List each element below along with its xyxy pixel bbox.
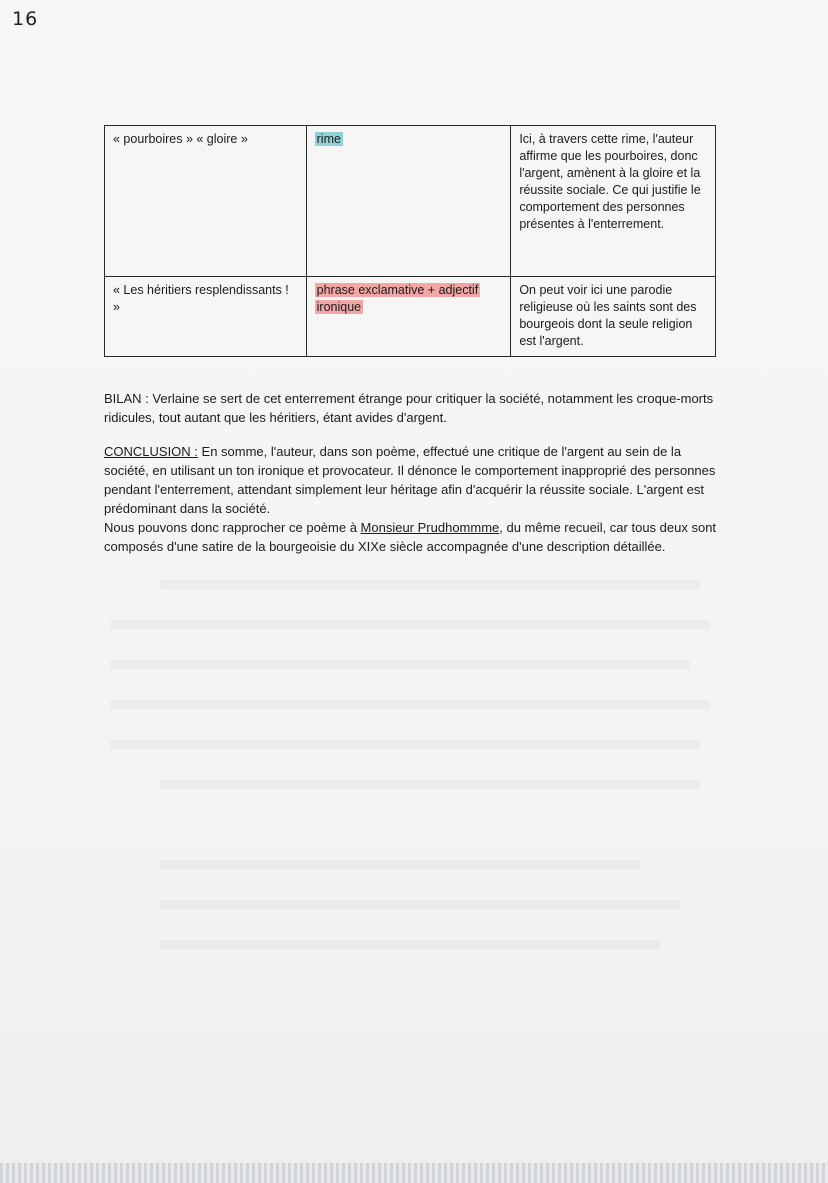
quote-cell: « pourboires » « gloire » (105, 126, 307, 277)
bilan-paragraph: BILAN : Verlaine se sert de cet enterrement étrange pour critiquer la société, notamment les croque-morts ridicules, tout autant que les héritiers, étant avides d'argent. (104, 391, 714, 425)
analysis-cell: Ici, à travers cette rime, l'auteur affirme que les pourboires, donc l'argent, amènent à la gloire et la réussite sociale. Ce qui justifie le comportement des personnes présentes à l'enterrement. (511, 126, 716, 277)
conclusion-label: CONCLUSION : (104, 444, 198, 459)
analysis-cell: On peut voir ici une parodie religieuse où les saints sont des bourgeois dont la seule religion est l'argent. (511, 277, 716, 357)
table-row (105, 277, 716, 357)
show-through-text (110, 740, 700, 749)
comparison-paragraph (104, 518, 718, 556)
table-row (105, 126, 716, 277)
device-cell (306, 126, 511, 277)
binder-edge (0, 1163, 828, 1183)
show-through-text (160, 900, 680, 909)
highlighted-device: rime (316, 132, 341, 146)
show-through-text (160, 860, 640, 869)
analysis-table (104, 125, 716, 357)
show-through-text (110, 620, 710, 629)
page-number: 16 (12, 8, 39, 30)
device-cell (306, 277, 511, 357)
comparison-text-end: , du même recueil, car tous deux sont composés d'une satire de la bourgeoisie du XIXe siècle accompagnée d'une description détaillée. (104, 520, 717, 554)
work-title: Monsieur Prudhommme (360, 520, 500, 535)
conclusion-section (104, 442, 718, 556)
show-through-text (160, 940, 660, 949)
show-through-text (160, 580, 700, 590)
quote-cell: « Les héritiers resplendissants ! » (105, 277, 307, 357)
show-through-text (110, 660, 690, 669)
conclusion-text: En somme, l'auteur, dans son poème, effectué une critique de l'argent au sein de la société, en utilisant un ton ironique et provocateur. Il dénonce le comportement inapproprié des personnes pendant l'enterrement, attendant simplement leur héritage afin d'acquérir la réussite sociale. L'argent est prédominant dans la société. (104, 444, 716, 516)
show-through-text (160, 780, 700, 789)
conclusion-paragraph (104, 442, 718, 518)
comparison-text-start: Nous pouvons donc rapprocher ce poème à (104, 520, 361, 535)
show-through-text (110, 700, 710, 709)
highlighted-device: phrase exclamative + adjectif ironique (316, 283, 479, 314)
